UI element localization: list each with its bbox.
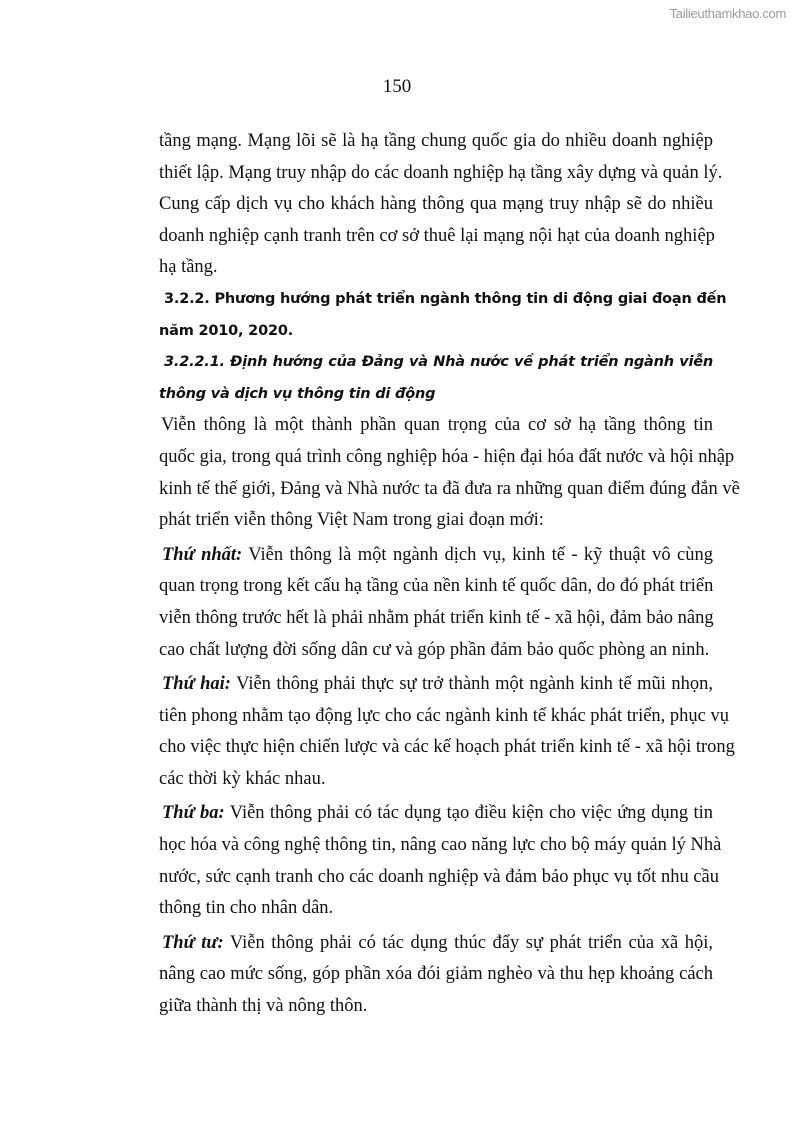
point-third: [159, 798, 722, 924]
text-line: hạ tầng.: [159, 257, 218, 278]
text-line: doanh nghiệp cạnh tranh trên cơ sở thuê lại mạng nội hạt của doanh nghiệp: [159, 225, 715, 246]
text-line: tiên phong nhằm tạo động lực cho các ngành kinh tế khác phát triển, phục vụ: [159, 705, 730, 726]
point-second: [159, 669, 735, 795]
paragraph-continuation: [159, 126, 723, 284]
point-fourth: [159, 928, 713, 1023]
text-line: nâng cao mức sống, góp phần xóa đói giảm nghèo và thu hẹp khoảng cách: [159, 964, 713, 985]
text-line: tầng mạng. Mạng lõi sẽ là hạ tầng chung quốc gia do nhiều doanh nghiệp: [159, 131, 713, 151]
text-line: phát triển viễn thông Việt Nam trong giai đoạn mới:: [159, 510, 544, 531]
text-span: Viễn thông phải có tác dụng tạo điều kiện cho việc ứng dụng tin: [224, 803, 713, 824]
text-line: [159, 540, 713, 572]
paragraph-intro: [159, 410, 740, 536]
page-number: 150: [382, 76, 412, 97]
heading-line: năm 2010, 2020.: [159, 322, 294, 339]
point-lead: Thứ tư:: [162, 932, 224, 953]
text-span: Viễn thông là một ngành dịch vụ, kinh tế - kỹ thuật vô cùng: [242, 544, 713, 565]
page-body: [159, 126, 740, 1023]
text-line: Cung cấp dịch vụ cho khách hàng thông qua mạng truy nhập sẽ do nhiều: [159, 194, 713, 215]
point-lead: Thứ nhất:: [162, 544, 243, 565]
text-line: cao chất lượng đời sống dân cư và góp phần đảm bảo quốc phòng an ninh.: [159, 639, 710, 660]
text-span: Viễn thông phải thực sự trở thành một ngành kinh tế mũi nhọn,: [230, 674, 713, 695]
heading-line: 3.2.2. Phương hướng phát triển ngành thông tin di động giai đoạn đến: [164, 290, 727, 307]
text-line: kinh tế thế giới, Đảng và Nhà nước ta đã đưa ra những quan điểm đúng đắn về: [159, 478, 740, 499]
section-heading: [159, 284, 727, 347]
text-line: quốc gia, trong quá trình công nghiệp hóa - hiện đại hóa đất nước và hội nhập: [159, 446, 735, 467]
heading-line: thông và dịch vụ thông tin di động: [159, 385, 436, 402]
text-line: thiết lập. Mạng truy nhập do các doanh nghiệp hạ tầng xây dựng và quản lý.: [159, 162, 723, 183]
text-line: giữa thành thị và nông thôn.: [159, 996, 368, 1017]
text-line: thông tin cho nhân dân.: [159, 898, 334, 919]
text-line: Viễn thông là một thành phần quan trọng của cơ sở hạ tầng thông tin: [161, 415, 713, 436]
text-span: Viễn thông phải có tác dụng thúc đẩy sự phát triển của xã hội,: [223, 932, 713, 953]
point-lead: Thứ ba:: [162, 803, 225, 824]
heading-line: 3.2.2.1. Định hướng của Đảng và Nhà nước về phát triển ngành viễn: [164, 354, 713, 371]
text-line: [159, 669, 713, 701]
text-line: [159, 798, 713, 830]
text-line: nước, sức cạnh tranh cho các doanh nghiệp và đảm bảo phục vụ tốt nhu cầu: [159, 866, 719, 887]
watermark: Tailieuthamkhao.com: [669, 6, 786, 21]
point-first: [159, 540, 713, 666]
subsection-heading: [159, 347, 713, 410]
text-line: học hóa và công nghệ thông tin, nâng cao năng lực cho bộ máy quản lý Nhà: [159, 835, 722, 856]
text-line: cho việc thực hiện chiến lược và các kế hoạch phát triển kinh tế - xã hội trong: [159, 737, 735, 758]
text-line: viễn thông trước hết là phải nhằm phát triển kinh tế - xã hội, đảm bảo nâng: [159, 607, 714, 628]
text-line: [159, 928, 713, 960]
point-lead: Thứ hai:: [162, 674, 231, 695]
text-line: quan trọng trong kết cấu hạ tầng của nền kinh tế quốc dân, do đó phát triển: [159, 576, 714, 597]
text-line: các thời kỳ khác nhau.: [159, 768, 326, 789]
